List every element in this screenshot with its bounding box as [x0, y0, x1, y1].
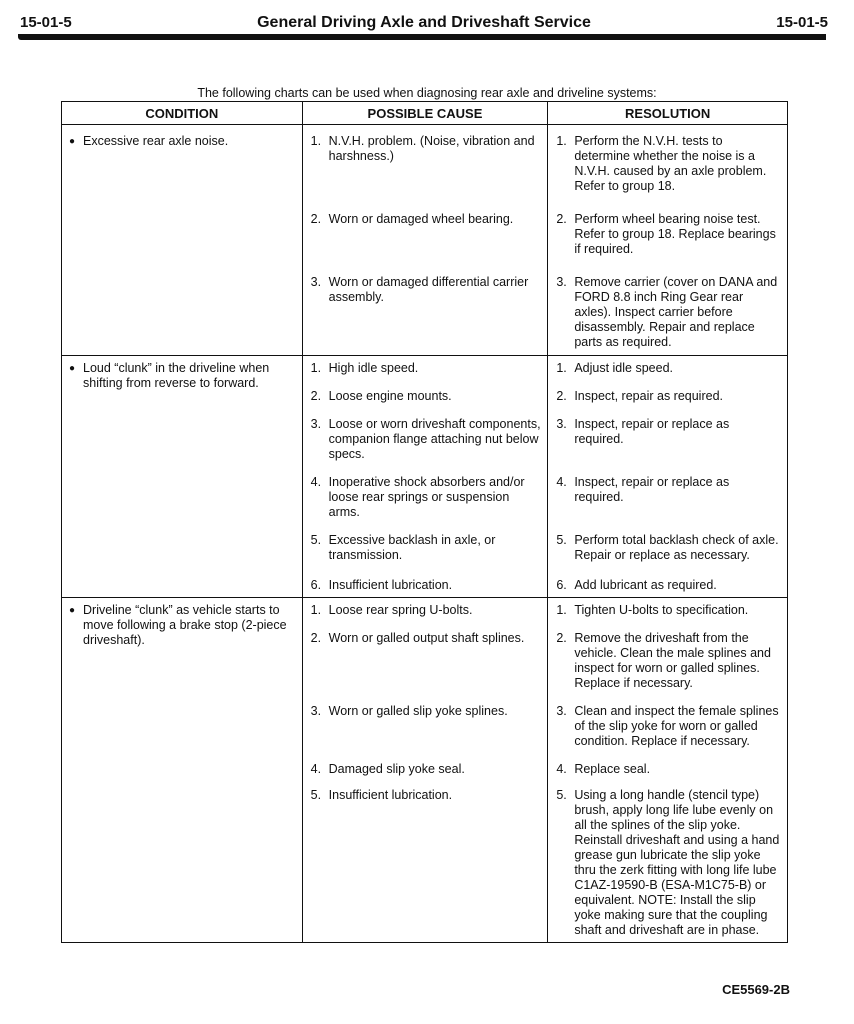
item-number: 1. [556, 134, 567, 148]
table-header-row [62, 102, 788, 125]
item-number: 5. [556, 533, 567, 547]
cause-text: Inoperative shock absorbers and/or loose rear springs or suspension arms. [328, 475, 525, 519]
resolution-item [548, 598, 787, 618]
item-number: 3. [556, 704, 567, 718]
resolution-text: Using a long handle (stencil type) brush, apply long life lube evenly on all the splines of the slip yoke. Reinstall driveshaft and using a hand grease gun lubricate the slip yoke thru the zerk fitting with long life lube C1AZ-19590-B (ESA-M1C75-B) or equivalent. NOTE: Install the slip yoke making sure that the coupling shaft and driveshaft are in phase. [574, 788, 780, 937]
condition-text: Loud “clunk” in the driveline when shifting from reverse to forward. [83, 361, 270, 390]
item-number: 4. [556, 475, 567, 489]
cause-text: Worn or damaged differential carrier assembly. [328, 275, 529, 304]
resolution-text: Remove carrier (cover on DANA and FORD 8.8 inch Ring Gear rear axles). Inspect carrier before disassembly. Repair and replace parts as required. [574, 275, 778, 349]
cause-item [303, 125, 548, 194]
resolution-item [548, 356, 787, 376]
condition-cell [62, 598, 303, 943]
cause-item [303, 598, 548, 618]
item-number: 3. [310, 704, 322, 718]
cause-text: Worn or galled output shaft splines. [328, 631, 525, 645]
cause-text: Loose engine mounts. [328, 389, 452, 403]
table-body [62, 125, 788, 943]
bullet-icon: ● [69, 605, 76, 616]
table-row [62, 356, 788, 598]
page-number-right: 15-01-5 [776, 14, 828, 31]
item-number: 2. [556, 631, 567, 645]
resolution-item [548, 125, 787, 194]
item-number: 6. [556, 578, 567, 592]
cause-text: Excessive backlash in axle, or transmission. [328, 533, 496, 562]
item-number: 6. [310, 578, 322, 592]
page-header [20, 12, 828, 34]
item-number: 2. [556, 389, 567, 403]
condition [62, 598, 302, 648]
page-title: General Driving Axle and Driveshaft Service [257, 14, 591, 31]
cause-cell [302, 598, 548, 943]
column-header-condition: CONDITION [62, 102, 303, 125]
bullet-icon: ● [69, 136, 76, 147]
item-number: 1. [310, 361, 322, 375]
cause-item [303, 777, 548, 942]
cause-text: Damaged slip yoke seal. [328, 762, 465, 776]
item-number: 3. [310, 417, 322, 431]
item-number: 5. [310, 788, 322, 802]
item-number: 1. [556, 603, 567, 617]
resolution-item [548, 257, 787, 355]
resolution-item [548, 462, 787, 520]
item-number: 2. [310, 389, 322, 403]
resolution-text: Tighten U-bolts to specification. [574, 603, 749, 617]
resolution-item [548, 691, 787, 749]
cause-item [303, 462, 548, 520]
cause-text: Worn or galled slip yoke splines. [328, 704, 508, 718]
resolution-text: Remove the driveshaft from the vehicle. Clean the male splines and inspect for worn or galled splines. Replace if necessary. [574, 631, 771, 690]
resolution-text: Adjust idle speed. [574, 361, 673, 375]
figure-code: CE5569-2B [722, 982, 790, 997]
cause-cell [302, 125, 548, 356]
resolution-text: Inspect, repair or replace as required. [574, 475, 730, 504]
cause-item [303, 194, 548, 257]
item-number: 1. [556, 361, 567, 375]
condition-cell [62, 125, 303, 356]
condition-text: Excessive rear axle noise. [83, 134, 229, 148]
cause-text: N.V.H. problem. (Noise, vibration and harshness.) [328, 134, 535, 163]
table-row [62, 125, 788, 356]
item-number: 3. [556, 275, 567, 289]
intro-text: The following charts can be used when diagnosing rear axle and driveline systems: [197, 86, 657, 100]
table-row [62, 598, 788, 943]
resolution-item [548, 194, 787, 257]
resolution-item [548, 376, 787, 404]
cause-text: Loose or worn driveshaft components, companion flange attaching nut below specs. [328, 417, 541, 461]
condition-text: Driveline “clunk” as vehicle starts to move following a brake stop (2-piece driveshaft). [83, 603, 287, 647]
item-number: 3. [310, 275, 322, 289]
resolution-text: Inspect, repair as required. [574, 389, 724, 403]
resolution-cell [548, 598, 788, 943]
resolution-item [548, 777, 787, 942]
resolution-text: Inspect, repair or replace as required. [574, 417, 730, 446]
cause-text: Loose rear spring U-bolts. [328, 603, 473, 617]
condition [62, 356, 302, 391]
cause-item [303, 404, 548, 462]
resolution-item [548, 618, 787, 691]
cause-item [303, 356, 548, 376]
resolution-text: Clean and inspect the female splines of the slip yoke for worn or galled condition. Replace if necessary. [574, 704, 779, 748]
cause-item [303, 563, 548, 597]
cause-item [303, 749, 548, 777]
resolution-text: Add lubricant as required. [574, 578, 717, 592]
resolution-item [548, 520, 787, 563]
cause-text: Worn or damaged wheel bearing. [328, 212, 514, 226]
resolution-text: Perform total backlash check of axle. Repair or replace as necessary. [574, 533, 779, 562]
item-number: 1. [310, 603, 322, 617]
item-number: 5. [556, 788, 567, 802]
item-number: 4. [556, 762, 567, 776]
item-number: 5. [310, 533, 322, 547]
column-header-resolution: RESOLUTION [548, 102, 788, 125]
item-number: 1. [310, 134, 322, 148]
resolution-item [548, 563, 787, 597]
item-number: 3. [556, 417, 567, 431]
diagnosis-table [61, 101, 788, 943]
bullet-icon: ● [69, 363, 76, 374]
column-header-cause: POSSIBLE CAUSE [302, 102, 548, 125]
header-rule [18, 34, 826, 40]
resolution-text: Perform wheel bearing noise test. Refer to group 18. Replace bearings if required. [574, 212, 776, 256]
cause-text: High idle speed. [328, 361, 419, 375]
resolution-text: Perform the N.V.H. tests to determine whether the noise is a N.V.H. caused by an axle problem. Refer to group 18. [574, 134, 767, 193]
item-number: 2. [310, 631, 322, 645]
cause-item [303, 376, 548, 404]
cause-item [303, 520, 548, 563]
cause-text: Insufficient lubrication. [328, 578, 453, 592]
item-number: 2. [310, 212, 322, 226]
item-number: 2. [556, 212, 567, 226]
resolution-cell [548, 356, 788, 598]
resolution-item [548, 404, 787, 462]
cause-text: Insufficient lubrication. [328, 788, 453, 802]
item-number: 4. [310, 762, 322, 776]
resolution-item [548, 749, 787, 777]
page-number-left: 15-01-5 [20, 14, 72, 31]
cause-cell [302, 356, 548, 598]
item-number: 4. [310, 475, 322, 489]
condition [62, 125, 302, 149]
cause-item [303, 618, 548, 691]
cause-item [303, 257, 548, 355]
resolution-cell [548, 125, 788, 356]
resolution-text: Replace seal. [574, 762, 651, 776]
condition-cell [62, 356, 303, 598]
cause-item [303, 691, 548, 749]
